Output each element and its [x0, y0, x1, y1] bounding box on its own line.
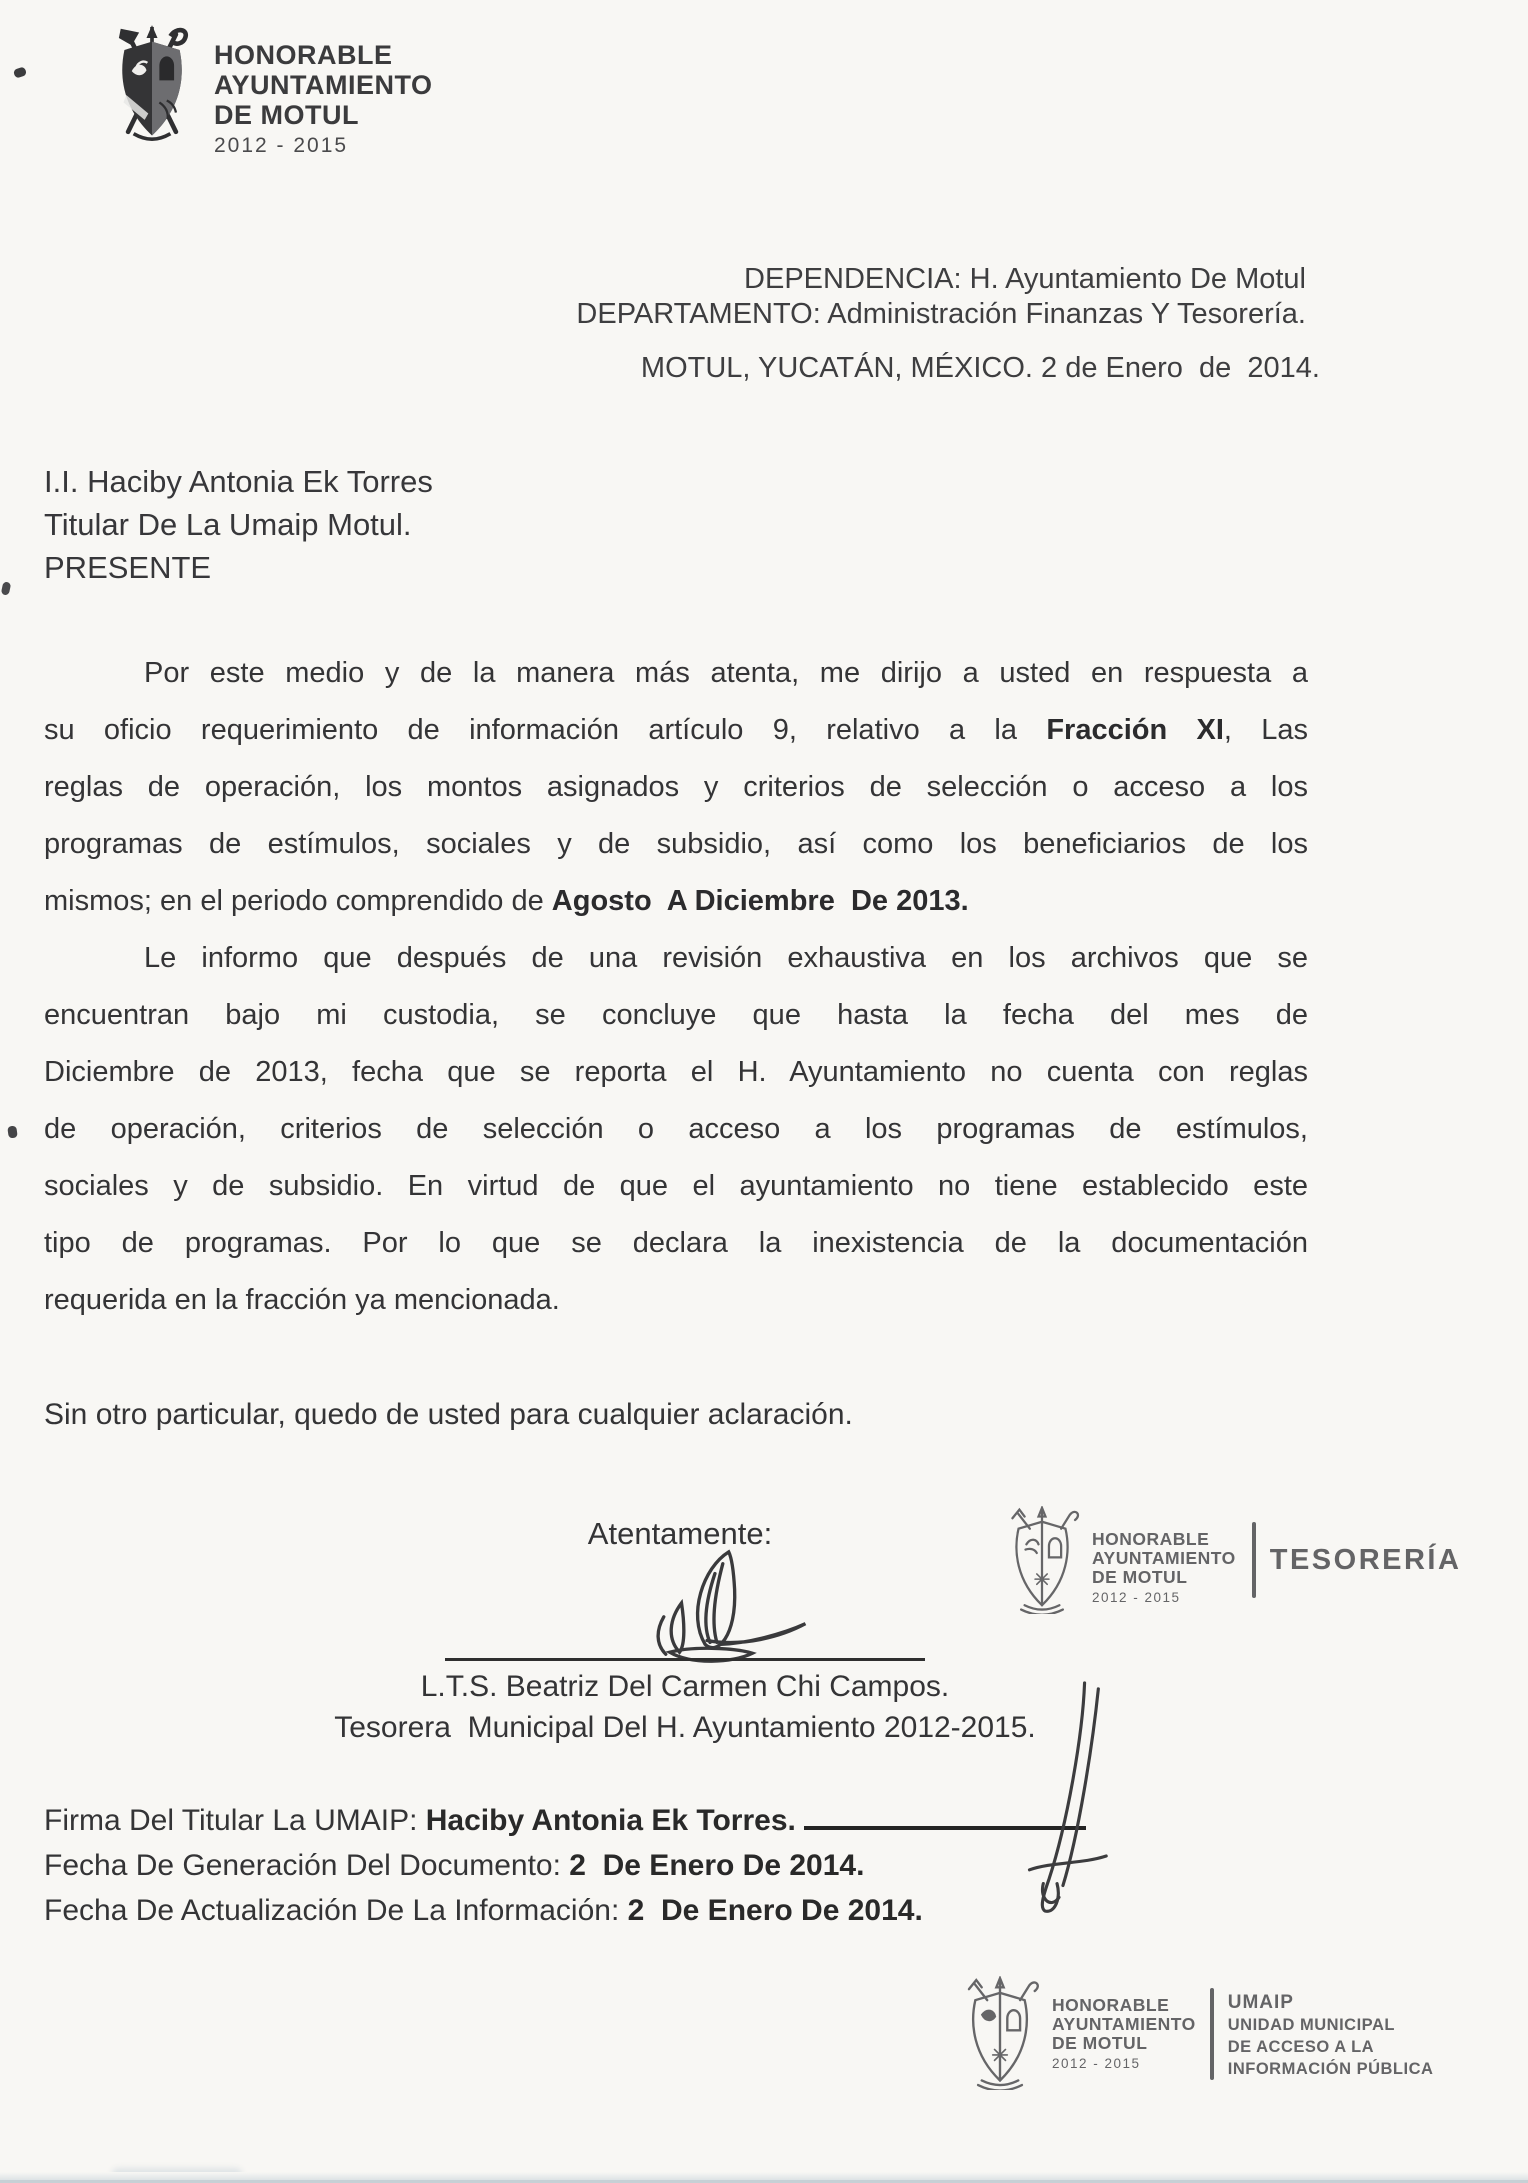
signature-rule: [445, 1658, 925, 1661]
body-text-line: su oficio requerimiento de información artículo 9, relativo a la Fracción XI, Las: [44, 714, 1309, 746]
org-period: 2012 - 2015: [214, 134, 349, 157]
place-date-line: MOTUL, YUCATÁN, MÉXICO. 2 de Enero de 2014.: [640, 352, 1320, 384]
generacion-value: 2 De Enero De 2014.: [569, 1849, 865, 1882]
firma-field: [44, 1796, 1086, 1843]
closing-line: Sin otro particular, quedo de usted para cualquier aclaración.: [44, 1398, 853, 1431]
scan-bottom-edge: [0, 2172, 1528, 2183]
stamp-org-text: [1092, 1506, 1236, 1619]
stamp-org-line: AYUNTAMIENTO: [1092, 1548, 1236, 1568]
ink-mark: [1, 581, 12, 595]
stamp-org-line: HONORABLE: [1092, 1529, 1210, 1549]
firma-label: Firma Del Titular La UMAIP:: [44, 1804, 426, 1837]
addressee-name: I.I. Haciby Antonia Ek Torres: [44, 464, 433, 499]
umaip-stamp: [958, 1976, 1478, 2095]
ink-mark: [13, 66, 27, 78]
stamp-org-line: HONORABLE: [1052, 1995, 1170, 2015]
addressee-salutation: PRESENTE: [44, 550, 212, 585]
firma-value: Haciby Antonia Ek Torres.: [425, 1804, 796, 1837]
body-text-line: mismos; en el periodo comprendido de Agosto A Diciembre De 2013.: [44, 885, 969, 917]
coat-of-arms-outline-icon: [1002, 1506, 1082, 1619]
stamp-divider: [1252, 1522, 1256, 1598]
umaip-titular-signature: [1000, 1676, 1118, 1929]
stamp-org-line: AYUNTAMIENTO: [1052, 2014, 1196, 2034]
stamp-department-line: DE ACCESO A LA: [1227, 2038, 1375, 2056]
org-name-line: AYUNTAMIENTO: [214, 70, 433, 100]
letterhead-text: [214, 24, 433, 158]
signer-title: Tesorera Municipal Del H. Ayuntamiento 2012-2015.: [334, 1711, 1036, 1744]
body-text-line: programas de estímulos, sociales y de subsidio, así como los beneficiarios de los: [44, 828, 1308, 860]
body-text-line: reglas de operación, los montos asignados y criterios de selección o acceso a los: [44, 771, 1308, 803]
body-text-line: requerida en la fracción ya mencionada.: [44, 1284, 560, 1316]
ink-mark: [7, 1125, 18, 1138]
tesoreria-stamp: [1002, 1506, 1502, 1619]
actualizacion-value: 2 De Enero De 2014.: [627, 1894, 923, 1927]
body-paragraph-1: [44, 645, 1308, 930]
coat-of-arms-icon: [106, 24, 198, 149]
signer-name: L.T.S. Beatriz Del Carmen Chi Campos.: [420, 1670, 950, 1703]
stamp-department-line: UMAIP: [1227, 1992, 1294, 2013]
stamp-department-line: UNIDAD MUNICIPAL: [1227, 2016, 1395, 2034]
stamp-department-line: INFORMACIÓN PÚBLICA: [1227, 2060, 1434, 2078]
departamento-line: DEPARTAMENTO: Administración Finanzas Y Tesorería.: [576, 298, 1306, 330]
body-text-line: de operación, criterios de selección o acceso a los programas de estímulos,: [44, 1113, 1308, 1145]
stamp-department: [1228, 1976, 1434, 2095]
body-text-line: encuentran bajo mi custodia, se concluye que hasta la fecha del mes de: [44, 999, 1308, 1031]
body-text-line: sociales y de subsidio. En virtud de que el ayuntamiento no tiene establecido este: [44, 1170, 1308, 1202]
body-text-line: Le informo que después de una revisión exhaustiva en los archivos que se: [144, 942, 1308, 974]
header-block: [576, 262, 1306, 332]
body-text-line: Diciembre de 2013, fecha que se reporta el H. Ayuntamiento no cuenta con reglas: [44, 1056, 1308, 1088]
letterhead-logo: [106, 24, 433, 158]
addressee-title: Titular De La Umaip Motul.: [44, 507, 412, 542]
addressee-block: [44, 460, 433, 589]
stamp-org-text: [1052, 1976, 1196, 2095]
footer-fields: [44, 1796, 1086, 1933]
org-name-line: HONORABLE: [214, 40, 393, 70]
generacion-label: Fecha De Generación Del Documento:: [44, 1849, 570, 1882]
treasurer-signature: [612, 1546, 810, 1671]
stamp-org-period: 2012 - 2015: [1052, 2056, 1141, 2071]
signature-salutation: Atentamente:: [587, 1516, 773, 1551]
stamp-org-line: DE MOTUL: [1092, 1567, 1188, 1587]
generacion-field: [44, 1843, 1086, 1888]
body-paragraph-2: [44, 930, 1308, 1329]
stamp-department: TESORERÍA: [1269, 1544, 1462, 1576]
coat-of-arms-outline-icon: [958, 1976, 1042, 2095]
actualizacion-field: [44, 1888, 1086, 1933]
dependencia-line: DEPENDENCIA: H. Ayuntamiento De Motul: [744, 263, 1306, 295]
stamp-org-line: DE MOTUL: [1052, 2033, 1148, 2053]
stamp-org-period: 2012 - 2015: [1092, 1590, 1181, 1605]
body-text-line: tipo de programas. Por lo que se declara la inexistencia de la documentación: [44, 1227, 1308, 1259]
org-name-line: DE MOTUL: [214, 100, 359, 130]
body-text-line: Por este medio y de la manera más atenta, me dirijo a usted en respuesta a: [144, 657, 1308, 689]
stamp-divider: [1210, 1988, 1214, 2080]
actualizacion-label: Fecha De Actualización De La Información:: [44, 1894, 628, 1927]
